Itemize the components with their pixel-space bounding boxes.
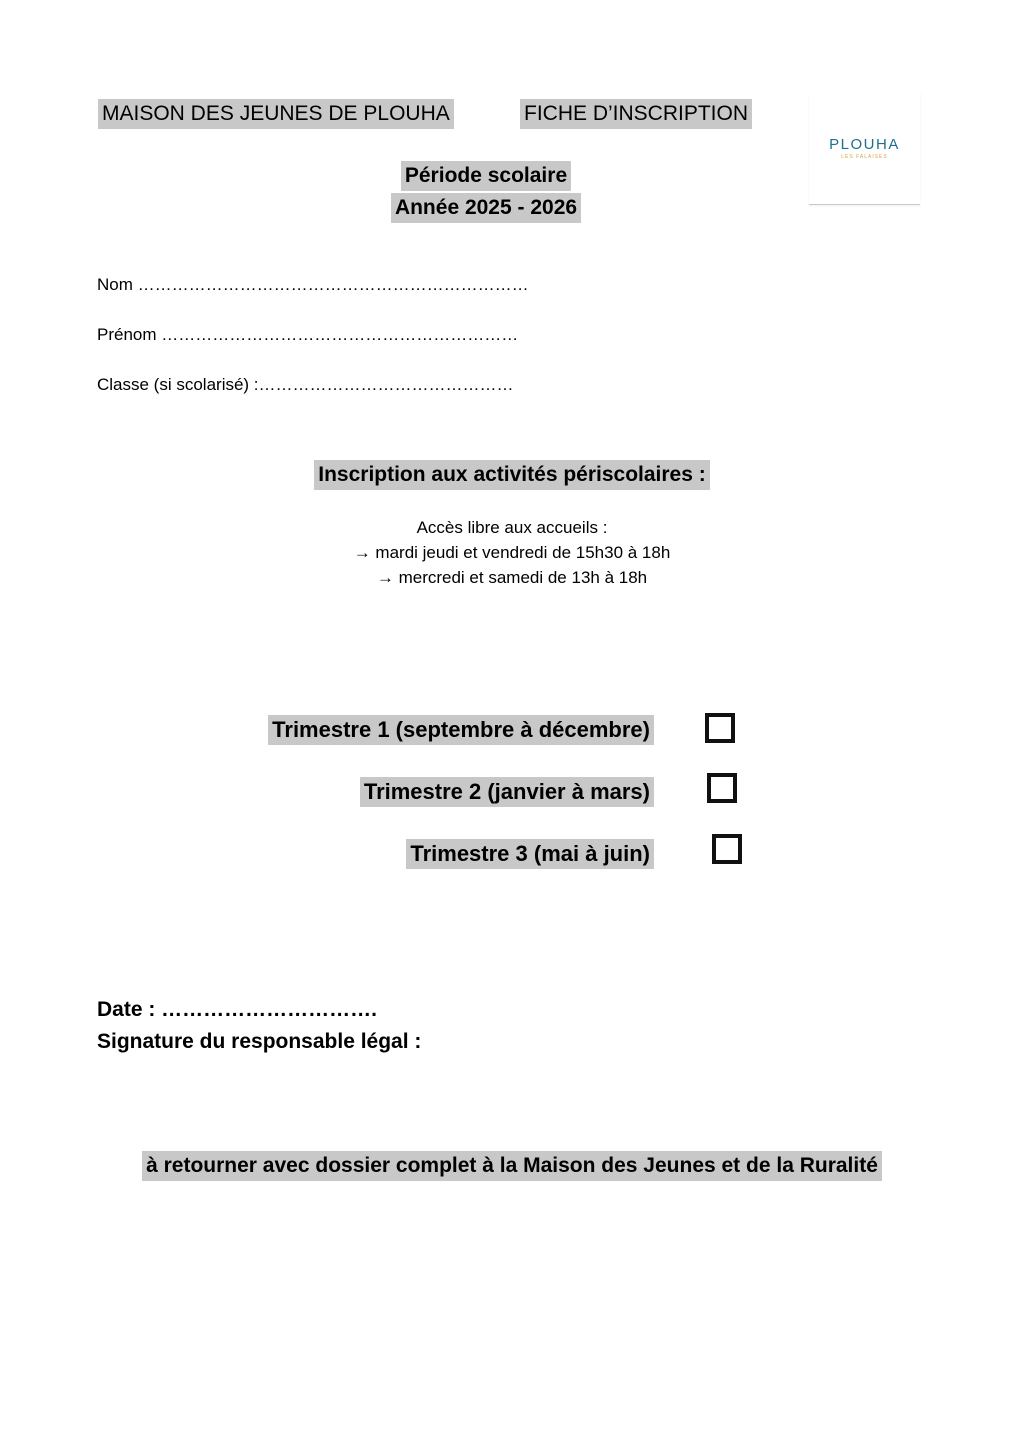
prenom-field[interactable]: Prénom ………………………………………………………	[97, 325, 519, 344]
period-row	[286, 161, 686, 191]
form-title-row	[520, 99, 752, 129]
date-field[interactable]: Date : ………………………….	[97, 998, 378, 1021]
signature-label: Signature du responsable légal :	[97, 1030, 422, 1053]
schedule-2: → mercredi et samedi de 13h à 18h	[376, 568, 648, 587]
return-note: à retourner avec dossier complet à la Maison des Jeunes et de la Ruralité	[142, 1151, 882, 1181]
activities-title: Inscription aux activités périscolaires :	[314, 460, 710, 490]
trimester-1-row	[268, 715, 654, 745]
trimester-2-checkbox[interactable]	[707, 773, 737, 803]
schedule-1: → mardi jeudi et vendredi de 15h30 à 18h	[353, 543, 671, 562]
logo-name: PLOUHA	[829, 136, 900, 153]
org-title: MAISON DES JEUNES DE PLOUHA	[98, 99, 454, 129]
year-label: Année 2025 - 2026	[391, 193, 581, 223]
access-intro: Accès libre aux accueils :	[416, 518, 608, 537]
trimester-3-label: Trimestre 3 (mai à juin)	[406, 839, 654, 869]
activities-title-row	[212, 460, 812, 490]
classe-field[interactable]: Classe (si scolarisé) :………………………………………	[97, 375, 514, 394]
trimester-1-label: Trimestre 1 (septembre à décembre)	[268, 715, 654, 745]
plouha-logo	[809, 92, 920, 205]
trimester-3-row	[406, 839, 654, 869]
form-title: FICHE D’INSCRIPTION	[520, 99, 752, 129]
trimester-2-row	[360, 777, 654, 807]
trimester-1-checkbox[interactable]	[705, 713, 735, 743]
year-row	[286, 193, 686, 223]
period-label: Période scolaire	[401, 161, 571, 191]
nom-field[interactable]: Nom ……………………………………………………………	[97, 275, 529, 294]
trimester-2-label: Trimestre 2 (janvier à mars)	[360, 777, 654, 807]
return-note-row	[60, 1151, 964, 1181]
logo-tagline: LES FALAISES	[841, 154, 888, 160]
org-title-row	[98, 99, 454, 129]
trimester-3-checkbox[interactable]	[712, 834, 742, 864]
